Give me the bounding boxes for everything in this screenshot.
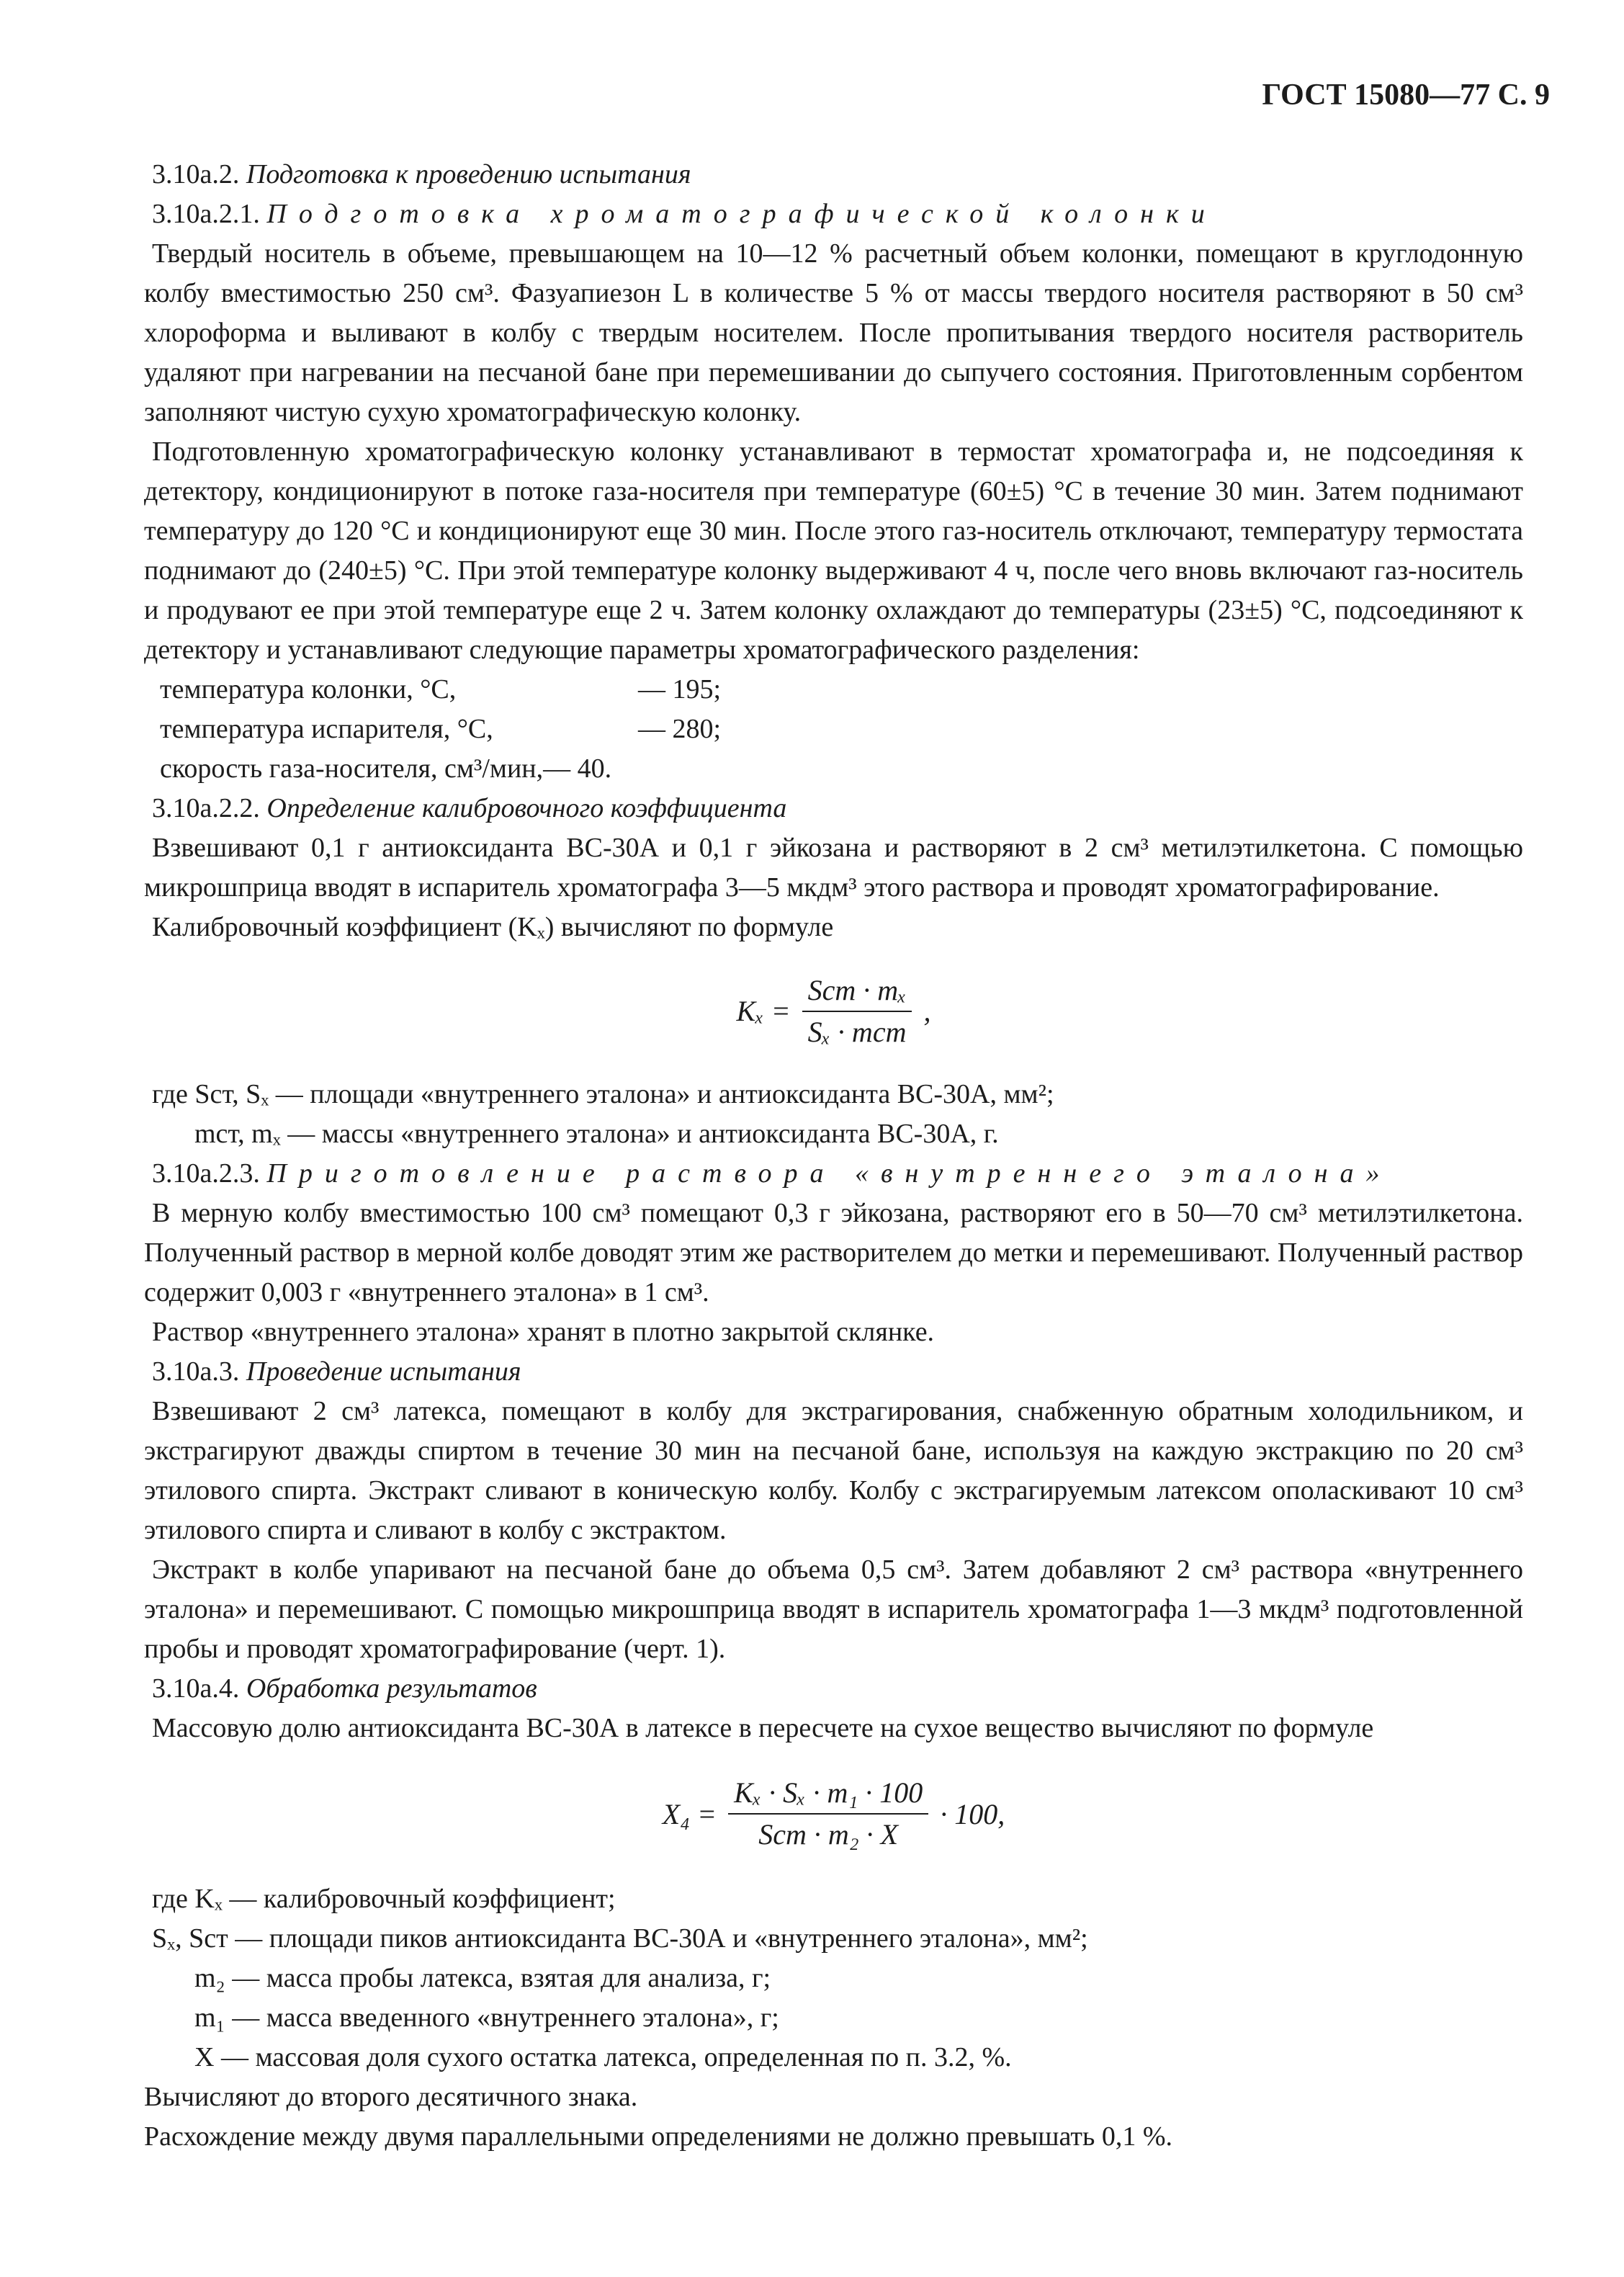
definition-line: где Sст, Sₓ — площади «внутреннего эталона» и антиоксиданта ВС-30А, мм²; bbox=[152, 1079, 1054, 1109]
paragraph-column-install: Подготовленную хроматографическую колонку устанавливают в термостат хроматографа и, не подсоединяя к детектору, кондиционируют в потоке газа-носителя при температуре (60±5) °С в течение 30 мин. Затем поднимают температуру до 120 °С и кондиционируют еще 30 мин. После этого газ-носитель отключают, температуру термостата поднимают до (240±5) °С. При этой температуре колонку выдерживают 4 ч, после чего вновь включают газ-носитель и продувают ее при этой температуре еще 2 ч. Затем колонку охлаждают до температуры (23±5) °С, подсоединяют к детектору и устанавливают следующие параметры хроматографического разделения: bbox=[144, 437, 1523, 665]
formula-fraction bbox=[728, 1776, 928, 1852]
formula-numerator: Sст · mₓ bbox=[802, 973, 912, 1012]
definition-line: mст, mₓ — массы «внутреннего эталона» и антиоксиданта ВС-30А, г. bbox=[194, 1119, 999, 1149]
definition-line: Sₓ, Sст — площади пиков антиоксиданта ВС-30А и «внутреннего эталона», мм²; bbox=[152, 1923, 1088, 1954]
parameter-label: температура колонки, °С, bbox=[160, 674, 457, 704]
section-3-10a-3-heading bbox=[144, 1352, 1523, 1392]
paragraph-internal-standard: В мерную колбу вместимостью 100 см³ помещают 0,3 г эйкозана, растворяют его в 50—70 см³ метилэтилкетона. Полученный раствор в мерной колбе доводят этим же растворителем до метки и перемешивают. Полученный раствор содержит 0,003 г «внутреннего эталона» в 1 см³. bbox=[144, 1198, 1523, 1307]
section-number: 3.10а.2. bbox=[152, 159, 240, 189]
definition-line: m₂ — масса пробы латекса, взятая для анализа, г; bbox=[194, 1963, 771, 1993]
formula-lhs: X₄ = bbox=[662, 1797, 717, 1830]
definition-line: X — массовая доля сухого остатка латекса, определенная по п. 3.2, %. bbox=[194, 2042, 1012, 2072]
parameter-row bbox=[152, 710, 1523, 749]
section-title: Подготовка к проведению испытания bbox=[246, 159, 691, 189]
formula-denominator: Sст · m₂ · X bbox=[758, 1818, 899, 1851]
formula-tail: · 100, bbox=[940, 1797, 1005, 1830]
parameter-label: скорость газа-носителя, см³/мин,— 40. bbox=[160, 753, 612, 784]
formula-denominator: Sₓ · mст bbox=[807, 1015, 907, 1048]
formula-fraction bbox=[802, 973, 912, 1050]
definition-line: m₁ — масса введенного «внутреннего эталона», г; bbox=[194, 2003, 779, 2033]
section-number: 3.10а.3. bbox=[152, 1356, 240, 1387]
parameter-value: — 195; bbox=[638, 674, 722, 704]
paragraph-calibration-formula-intro: Калибровочный коэффициент (Kₓ) вычисляют по формуле bbox=[152, 912, 834, 942]
definition-line: где Kₓ — калибровочный коэффициент; bbox=[152, 1884, 616, 1914]
paragraph-storage: Раствор «внутреннего эталона» хранят в плотно закрытой склянке. bbox=[152, 1317, 935, 1347]
section-number: 3.10а.4. bbox=[152, 1673, 240, 1704]
page-content bbox=[144, 155, 1523, 2157]
section-3-10a-2-3-heading bbox=[144, 1154, 1523, 1194]
paragraph-test: Взвешивают 2 см³ латекса, помещают в колбу для экстрагирования, снабженную обратным холодильником, и экстрагируют дважды спиртом в течение 30 мин на песчаной бане, используя на каждую экстракцию по 20 см³ этилового спирта. Экстракт сливают в коническую колбу. Колбу с экстрагируемым латексом ополаскивают 10 см³ этилового спирта и сливают в колбу с экстрактом. bbox=[144, 1396, 1523, 1545]
page-header: ГОСТ 15080—77 С. 9 bbox=[1262, 79, 1550, 112]
section-3-10a-2-2-heading bbox=[144, 789, 1523, 828]
section-3-10a-2-heading bbox=[144, 155, 1523, 194]
formula-numerator: Kₓ · Sₓ · m₁ · 100 bbox=[728, 1776, 928, 1815]
formula-lhs: Kₓ = bbox=[736, 995, 791, 1027]
formula2-definitions bbox=[144, 1879, 1523, 2077]
paragraph-discrepancy: Расхождение между двумя параллельными определениями не должно превышать 0,1 %. bbox=[144, 2121, 1172, 2152]
parameter-label: температура испарителя, °С, bbox=[160, 714, 493, 744]
parameter-row bbox=[152, 749, 1523, 789]
paragraph-evaporate: Экстракт в колбе упаривают на песчаной бане до объема 0,5 см³. Затем добавляют 2 см³ раствора «внутреннего эталона» и перемешивают. С помощью микрошприца вводят в испаритель хроматографа 1—3 мкдм³ подготовленной пробы и проводят хроматографирование (черт. 1). bbox=[144, 1554, 1523, 1664]
section-title: Определение калибровочного коэффициента bbox=[266, 793, 787, 823]
paragraph-solid-carrier: Твердый носитель в объеме, превышающем на 10—12 % расчетный объем колонки, помещают в круглодонную колбу вместимостью 250 см³. Фазуапиезон L в количестве 5 % от массы твердого носителя растворяют в 50 см³ хлороформа и выливают в колбу с твердым носителем. После пропитывания твердого носителя растворитель удаляют при нагревании на песчаной бане при перемешивании до сыпучего состояния. Приготовленным сорбентом заполняют чистую сухую хроматографическую колонку. bbox=[144, 238, 1523, 427]
parameter-row bbox=[152, 670, 1523, 710]
formula-calibration-coefficient bbox=[144, 952, 1523, 1070]
paragraph-weigh: Взвешивают 0,1 г антиоксиданта ВС-30А и 0,1 г эйкозана и растворяют в 2 см³ метилэтилкетона. С помощью микрошприца вводят в испаритель хроматографа 3—5 мкдм³ этого раствора и проводят хроматографирование. bbox=[144, 833, 1523, 903]
section-title-spaced: Приготовление раствора «внутреннего эталона» bbox=[266, 1158, 1392, 1189]
section-3-10a-4-heading bbox=[144, 1669, 1523, 1709]
formula-mass-fraction bbox=[144, 1753, 1523, 1875]
formula-tail: , bbox=[923, 995, 931, 1027]
paragraph-calc-precision: Вычисляют до второго десятичного знака. bbox=[144, 2082, 638, 2112]
chromatography-parameters bbox=[144, 670, 1523, 789]
section-number: 3.10а.2.1. bbox=[152, 199, 260, 229]
section-title: Обработка результатов bbox=[246, 1673, 537, 1704]
parameter-value: — 280; bbox=[638, 714, 722, 744]
formula1-definitions bbox=[144, 1075, 1523, 1154]
section-number: 3.10а.2.2. bbox=[152, 793, 260, 823]
section-number: 3.10а.2.3. bbox=[152, 1158, 260, 1189]
paragraph-mass-fraction-intro: Массовую долю антиоксиданта ВС-30А в латексе в пересчете на сухое вещество вычисляют по формуле bbox=[152, 1713, 1374, 1743]
section-title-spaced: Подготовка хроматографической колонки bbox=[266, 199, 1217, 229]
section-title: Проведение испытания bbox=[246, 1356, 521, 1387]
section-3-10a-2-1-heading bbox=[144, 194, 1523, 234]
